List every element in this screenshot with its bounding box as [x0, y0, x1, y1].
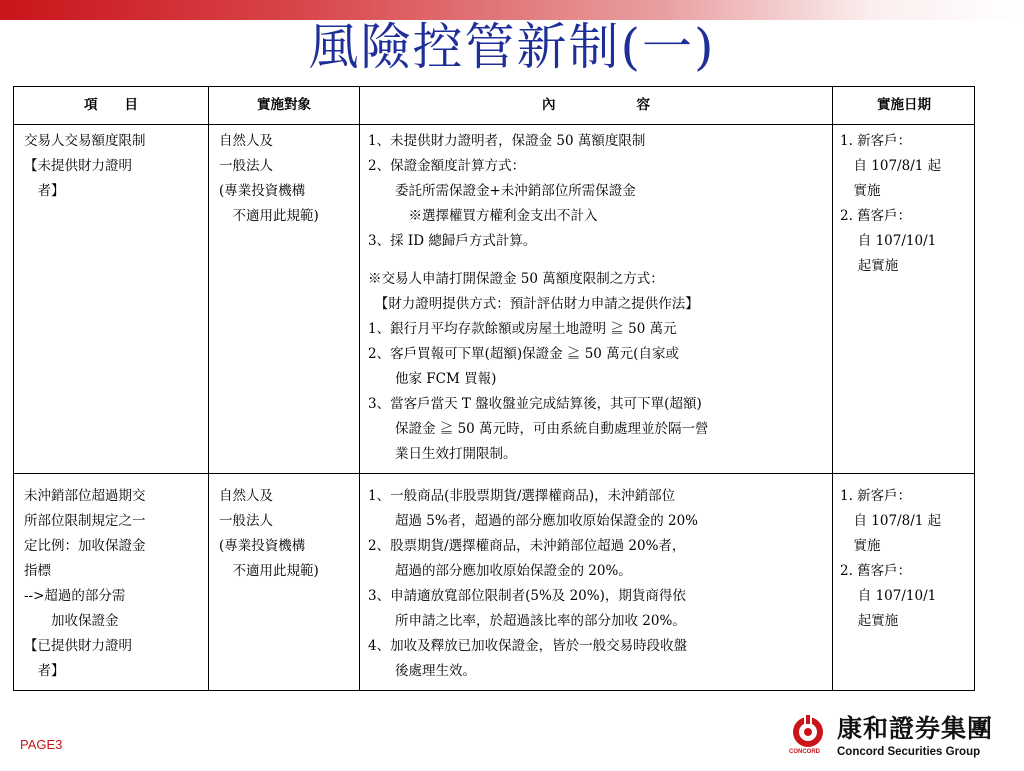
row2-item-cell [24, 484, 204, 684]
row2-item-line: 【已提供財力證明 [24, 638, 132, 654]
row1-item-line: 交易人交易額度限制 [24, 133, 146, 149]
row2-target-line: 不適用此規範) [219, 563, 319, 579]
row2-item-line: 加收保證金 [24, 613, 119, 629]
row2-content-line: 超過的部分應加收原始保證金的 20%。 [368, 563, 632, 579]
page-number: PAGE3 [20, 737, 63, 752]
row1-content-line: 3、當客戶當天 T 盤收盤並完成結算後，其可下單(超額) [368, 396, 702, 412]
row2-item-line: -->超過的部分需 [24, 588, 126, 604]
row1-content-cell [368, 129, 830, 467]
row2-item-line: 所部位限制規定之一 [24, 513, 146, 529]
company-logo [787, 713, 1019, 761]
row1-date-cell [840, 129, 974, 279]
logo-small-text: CONCORD [789, 749, 820, 755]
header-target: 實施對象 [257, 97, 311, 113]
row2-target-cell [219, 484, 357, 584]
row1-content-line: 委託所需保證金+未沖銷部位所需保證金 [368, 183, 636, 199]
row2-date-line: 自 107/10/1 [840, 588, 937, 604]
risk-control-table [13, 86, 975, 691]
row1-target-line: (專業投資機構 [219, 183, 306, 199]
row1-date-line: 實施 [840, 183, 881, 199]
row2-date-line: 自 107/8/1 起 [840, 513, 942, 529]
row1-date-line: 自 107/8/1 起 [840, 158, 942, 174]
row1-date-line: 自 107/10/1 [840, 233, 937, 249]
row2-content-line: 4、加收及釋放已加收保證金，皆於一般交易時段收盤 [368, 638, 688, 654]
row1-content-line: 保證金 ≧ 50 萬元時，可由系統自動處理並於隔一營 [368, 421, 709, 437]
row1-content-line: 2、客戶買報可下單(超額)保證金 ≧ 50 萬元(自家或 [368, 346, 679, 362]
header-content: 內 容 [542, 97, 650, 113]
row2-item-line: 指標 [24, 563, 51, 579]
row-divider [14, 473, 974, 474]
row1-item-line: 【未提供財力證明 [24, 158, 132, 174]
row1-date-line: 起實施 [840, 258, 899, 274]
logo-english-name: Concord Securities Group [837, 746, 981, 758]
row1-target-line: 自然人及 [219, 133, 273, 149]
row1-content-line: 2、保證金額度計算方式： [368, 158, 526, 174]
row2-content-line: 超過 5%者，超過的部分應加收原始保證金的 20% [368, 513, 699, 529]
row2-target-line: 一般法人 [219, 513, 273, 529]
row1-date-line: 1. 新客戶： [840, 133, 912, 149]
header-date: 實施日期 [877, 97, 931, 113]
row1-target-line: 一般法人 [219, 158, 273, 174]
concord-logo-icon [787, 715, 829, 749]
column-divider [359, 87, 360, 690]
header-item: 項 目 [84, 97, 138, 113]
row2-date-line: 1. 新客戶： [840, 488, 912, 504]
row1-content-line: 【財力證明提供方式：預計評估財力申請之提供作法】 [368, 296, 699, 312]
page-title: 風險控管新制(一) [308, 18, 716, 76]
row2-item-line: 未沖銷部位超過期交 [24, 488, 146, 504]
row2-date-line: 實施 [840, 538, 881, 554]
row1-content-line: 1、銀行月平均存款餘額或房屋土地證明 ≧ 50 萬元 [368, 321, 677, 337]
row2-date-cell [840, 484, 974, 634]
row1-content-line: ※交易人申請打開保證金 50 萬額度限制之方式： [368, 271, 664, 287]
row1-content-line: 1、未提供財力證明者，保證金 50 萬額度限制 [368, 133, 646, 149]
column-divider [208, 87, 209, 690]
row1-target-line: 不適用此規範) [219, 208, 319, 224]
row2-target-line: 自然人及 [219, 488, 273, 504]
row2-content-line: 後處理生效。 [368, 663, 476, 679]
row2-content-line: 3、申請適放寬部位限制者(5%及 20%)，期貨商得依 [368, 588, 686, 604]
row2-target-line: (專業投資機構 [219, 538, 306, 554]
row1-content-line: ※選擇權買方權利金支出不計入 [368, 208, 598, 224]
row1-content-line: 3、採 ID 總歸戶方式計算。 [368, 233, 537, 249]
row1-content-line: 業日生效打開限制。 [368, 446, 517, 462]
row1-item-line: 者】 [24, 183, 65, 199]
row2-content-cell [368, 484, 830, 684]
row2-date-line: 起實施 [840, 613, 899, 629]
row2-content-line: 2、股票期貨/選擇權商品，未沖銷部位超過 20%者， [368, 538, 686, 554]
row-divider [14, 124, 974, 125]
logo-chinese-name: 康和證券集團 [837, 714, 994, 743]
row2-content-line: 1、一般商品(非股票期貨/選擇權商品)，未沖銷部位 [368, 488, 676, 504]
row2-date-line: 2. 舊客戶： [840, 563, 912, 579]
row2-content-line: 所申請之比率，於超過該比率的部分加收 20%。 [368, 613, 686, 629]
row1-content-line: 他家 FCM 買報) [368, 371, 497, 387]
row1-target-cell [219, 129, 357, 229]
row1-item-cell [24, 129, 204, 204]
column-divider [832, 87, 833, 690]
row2-item-line: 定比例：加收保證金 [24, 538, 146, 554]
row1-date-line: 2. 舊客戶： [840, 208, 912, 224]
row2-item-line: 者】 [24, 663, 65, 679]
